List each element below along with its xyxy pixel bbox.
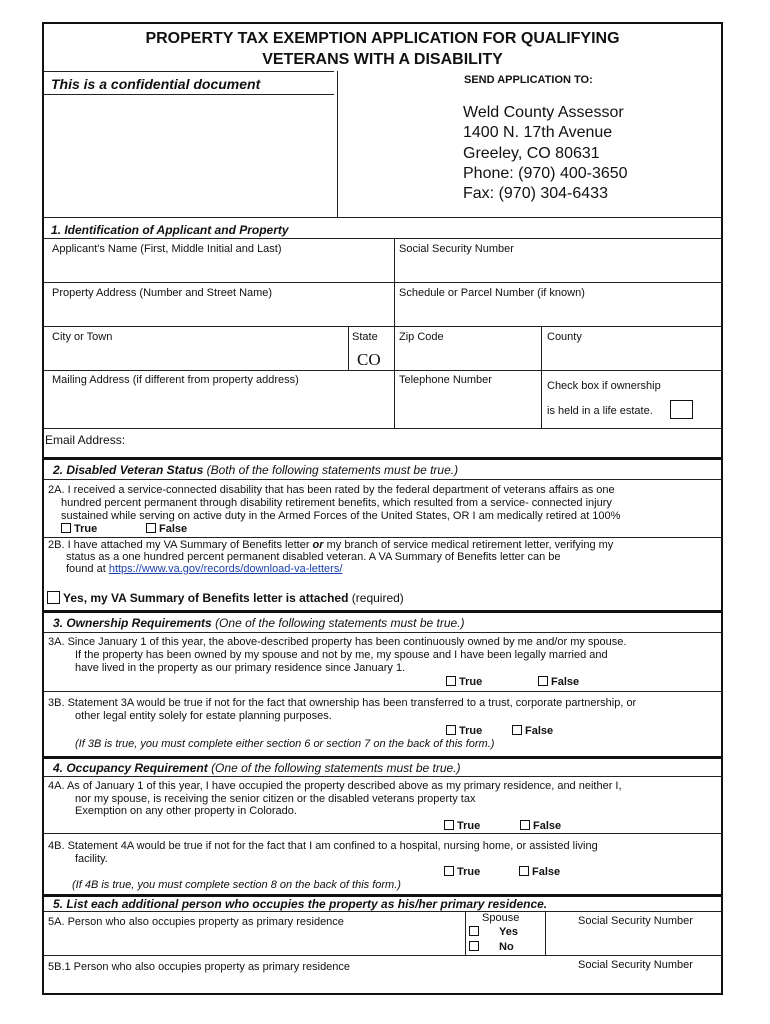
state-value[interactable]: CO (357, 350, 381, 369)
spouse-label: Spouse (482, 912, 520, 924)
assessor-city: Greeley, CO 80631 (463, 145, 600, 162)
section3a-line3: have lived in the property as our primary residence since January 1. (75, 662, 406, 674)
section4b-false-option[interactable]: False (519, 866, 560, 878)
section2b-line1: 2B. I have attached my VA Summary of Benefits letter or my branch of service medical retirement letter, verifying my (48, 539, 614, 551)
telephone-label: Telephone Number (399, 374, 492, 386)
property-address-label: Property Address (Number and Street Name) (52, 287, 273, 299)
county-label: County (547, 331, 582, 343)
checkbox-icon (512, 725, 522, 735)
email-label: Email Address: (45, 433, 126, 447)
section3b-note: (If 3B is true, you must complete either section 6 or section 7 on the back of this form.) (75, 738, 495, 750)
va-letter-attached-option[interactable]: Yes, my VA Summary of Benefits letter is attached (required) (47, 591, 404, 605)
checkbox-icon (444, 866, 454, 876)
life-estate-label-2: is held in a life estate. (547, 405, 653, 417)
ssn-label: Social Security Number (399, 243, 514, 255)
section3b-true-option[interactable]: True (446, 725, 482, 737)
section5b-ssn-label: Social Security Number (578, 959, 693, 971)
section4a-line1: 4A. As of January 1 of this year, I have occupied the property described above as my primary residence, and neither I, (48, 780, 622, 792)
section5a-ssn-label: Social Security Number (578, 915, 693, 927)
state-label: State (352, 331, 378, 343)
checkbox-icon (469, 941, 479, 951)
section4a-false-option[interactable]: False (520, 820, 561, 832)
form-title-line2: VETERANS WITH A DISABILITY (262, 51, 503, 68)
section4b-note: (If 4B is true, you must complete section 8 on the back of this form.) (72, 879, 401, 891)
assessor-fax: Fax: (970) 304-6433 (463, 185, 608, 202)
send-to-heading: SEND APPLICATION TO: (464, 74, 593, 86)
form-title-line1: PROPERTY TAX EXEMPTION APPLICATION FOR QUALIFYING (145, 30, 620, 47)
parcel-label: Schedule or Parcel Number (if known) (399, 287, 585, 299)
section2a-false-option[interactable]: False (146, 523, 187, 535)
section3-heading: 3. Ownership Requirements (One of the following statements must be true.) (53, 616, 465, 630)
va-letters-link[interactable]: https://www.va.gov/records/download-va-letters/ (108, 563, 343, 575)
spouse-no-option[interactable]: No (469, 941, 514, 953)
section2b-line3: found at https://www.va.gov/records/download-va-letters/ (66, 563, 343, 575)
section3b-line2: other legal entity solely for estate planning purposes. (75, 710, 332, 722)
section5a-label: 5A. Person who also occupies property as primary residence (48, 916, 344, 928)
section2a-line2: hundred percent permanent through disability retirement benefits, which resulted from a service- connected injury (61, 497, 612, 509)
checkbox-icon (519, 866, 529, 876)
section4b-line1: 4B. Statement 4A would be true if not for the fact that I am confined to a hospital, nursing home, or assisted living (48, 840, 598, 852)
section4b-true-option[interactable]: True (444, 866, 480, 878)
email-field[interactable] (140, 430, 718, 454)
section3a-line1: 3A. Since January 1 of this year, the above-described property has been continuously owned by me and/or my spouse. (48, 636, 627, 648)
section2-heading: 2. Disabled Veteran Status (Both of the following statements must be true.) (53, 463, 459, 477)
applicant-name-label: Applicant's Name (First, Middle Initial and Last) (52, 243, 282, 255)
property-address-field[interactable] (46, 300, 392, 324)
applicant-name-field[interactable] (46, 256, 392, 280)
section2a-line1: 2A. I received a service-connected disability that has been rated by the federal department of veterans affairs as one (48, 484, 615, 496)
life-estate-checkbox[interactable] (670, 400, 693, 419)
section3a-false-option[interactable]: False (538, 676, 579, 688)
assessor-name: Weld County Assessor (463, 104, 624, 121)
assessor-phone: Phone: (970) 400-3650 (463, 165, 628, 182)
checkbox-icon (469, 926, 479, 936)
section3a-line2: If the property has been owned by my spouse and not by me, my spouse and I have been legally married and (75, 649, 608, 661)
checkbox-icon (446, 725, 456, 735)
assessor-street: 1400 N. 17th Avenue (463, 124, 613, 141)
section4a-line3: Exemption on any other property in Colorado. (75, 805, 297, 817)
checkbox-icon (146, 523, 156, 533)
section2a-true-option[interactable]: True (61, 523, 97, 535)
section3b-line1: 3B. Statement 3A would be true if not for the fact that ownership has been transferred to a trust, corporate partnership, or (48, 697, 637, 709)
section4a-line2: nor my spouse, is receiving the senior citizen or the disabled veterans property tax (75, 793, 476, 805)
city-label: City or Town (52, 331, 113, 343)
mailing-address-label: Mailing Address (if different from property address) (52, 374, 299, 386)
confidential-label: This is a confidential document (51, 76, 261, 92)
spouse-yes-option[interactable]: Yes (469, 926, 518, 938)
section2b-line2: status as a one hundred percent permanent disabled veteran. A VA Summary of Benefits letter can be (66, 551, 561, 563)
ssn-field[interactable] (396, 256, 719, 280)
checkbox-icon (520, 820, 530, 830)
section3a-true-option[interactable]: True (446, 676, 482, 688)
checkbox-icon (446, 676, 456, 686)
checkbox-icon (47, 591, 60, 604)
checkbox-icon (444, 820, 454, 830)
zip-label: Zip Code (399, 331, 444, 343)
checkbox-icon (538, 676, 548, 686)
life-estate-label-1: Check box if ownership (547, 380, 661, 392)
section5-heading: 5. List each additional person who occupies the property as his/her primary residence. (53, 897, 548, 911)
section5b-label: 5B.1 Person who also occupies property as primary residence (48, 961, 351, 973)
section4a-true-option[interactable]: True (444, 820, 480, 832)
section4-heading: 4. Occupancy Requirement (One of the following statements must be true.) (53, 761, 461, 775)
section3b-false-option[interactable]: False (512, 725, 553, 737)
section2a-line3: sustained while serving on active duty in the Armed Forces of the United States, OR I am medically retired at 100% (61, 510, 621, 522)
parcel-field[interactable] (396, 300, 719, 324)
checkbox-icon (61, 523, 71, 533)
section4b-line2: facility. (75, 853, 108, 865)
section1-heading: 1. Identification of Applicant and Property (51, 223, 289, 237)
